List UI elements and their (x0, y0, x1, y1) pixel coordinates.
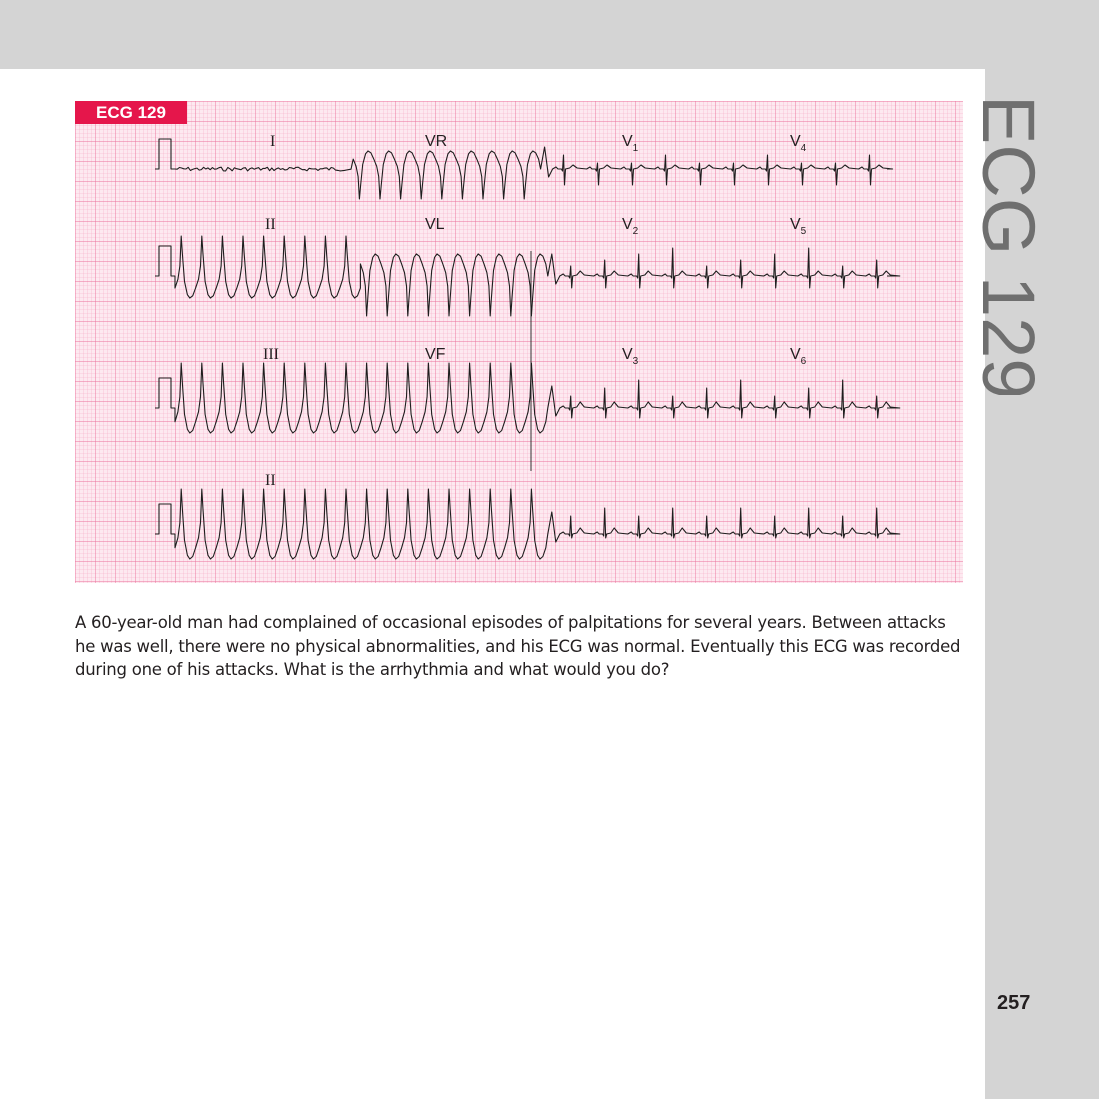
lead-label: $V_6$ (790, 346, 807, 367)
lead-label: II (265, 216, 276, 233)
lead-label: $V_5$ (790, 216, 807, 237)
lead-label: $V_4$ (790, 133, 807, 154)
page-number: 257 (997, 992, 1031, 1014)
lead-label: III (263, 346, 279, 363)
top-margin-band (0, 0, 1099, 69)
lead-label: VF (425, 346, 446, 363)
lead-label: I (270, 133, 276, 150)
lead-label: $V_1$ (622, 133, 639, 154)
side-section-title-text: ECG 129 (975, 95, 1050, 395)
lead-label: $V_3$ (622, 346, 639, 367)
lead-label: II (265, 472, 276, 489)
ecg-number-tag: ECG 129 (75, 101, 187, 124)
ecg-grid (75, 101, 963, 583)
lead-label: VL (425, 216, 445, 233)
ecg-strip (75, 101, 963, 583)
lead-label: VR (425, 133, 448, 150)
lead-label: $V_2$ (622, 216, 639, 237)
case-description: A 60-year-old man had complained of occasional episodes of palpitations for several years. Between attacks he was well, there were no physical abnormalities, and his ECG was normal. Eventually this ECG was recorded during one of his attacks. What is the arrhythmia and what would you do? (75, 613, 961, 679)
ecg-figure (75, 101, 963, 583)
side-section-title (975, 95, 1055, 395)
